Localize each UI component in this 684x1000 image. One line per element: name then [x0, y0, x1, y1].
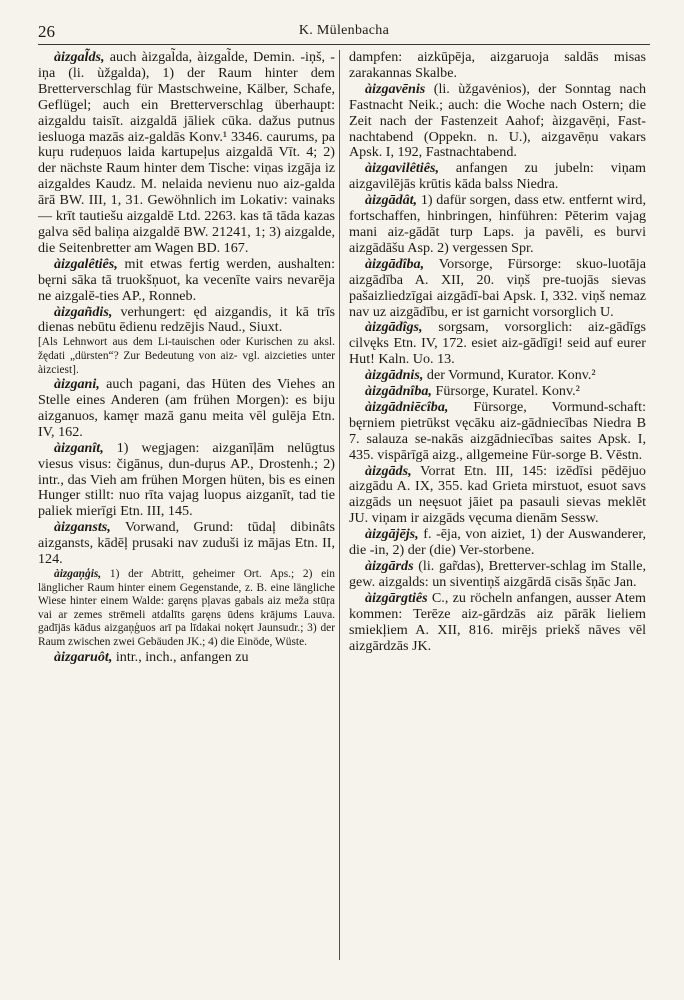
- dictionary-entry: [349, 591, 646, 655]
- left-column: [38, 50, 335, 665]
- header-rule: [38, 44, 650, 45]
- entry-headword: àizgaruôt,: [54, 648, 113, 665]
- dictionary-entry: [38, 305, 335, 337]
- running-head: K. Mülenbacha: [298, 23, 390, 38]
- entry-headword: àizgaņģis,: [54, 567, 102, 580]
- entry-text: verhungert: ęd aizgandis, it kā trīs dienas nebūtu ēdienu redzējis Naud., Siuxt.: [38, 303, 335, 336]
- entry-headword: àizgansts,: [54, 519, 111, 536]
- dictionary-entry: [38, 257, 335, 305]
- entry-headword: àizgārds: [365, 558, 414, 574]
- entry-text: Vorrat Etn. III, 145: izēdīsi pēdējuo aizgādu A. IX, 355. kad Grieta mirstuot, esuot savs aizgāds un neęsuot jāiet pa pasauli sievas meklēt JU. viņam ir aizgāds vęcuma dienām Sessw.: [349, 462, 646, 527]
- entry-headword: àizgādniēcîba,: [365, 398, 449, 415]
- entry-text: sorgsam, vorsorglich: aiz-gādīgs cilvęks Etn. IV, 172. esiet aiz-gādīgi! seid auf eurer Hut! Kaln. Uo. 13.: [349, 319, 646, 368]
- entry-text: f. -ēja, von aiziet, 1) der Auswanderer, die -in, 2) der (die) Ver-storbene.: [349, 526, 646, 559]
- entry-headword: àizgādîgs,: [365, 319, 423, 336]
- dictionary-entry: [38, 377, 335, 441]
- dictionary-entry: [38, 441, 335, 521]
- entry-headword: àizgavēnis: [365, 80, 426, 97]
- dictionary-entry: [38, 50, 335, 257]
- entry-headword: àizgavilêtiês,: [365, 160, 439, 177]
- dictionary-entry: [349, 368, 646, 384]
- entry-text: 1) der Abtritt, geheimer Ort. Aps.; 2) ein länglicher Raum hinter einem Gegenstande, z. B. eine längliche Wiese hinter einem Walde: garęns pļavas gabals aiz meža stūŗa vai ar zemes strēmeli atdalīts garęns ūdens krājums Lauva. gadījās kādus aizgaņģuos arī pa līdakai nokęrt Jaunsudr.; 3) der Raum zwischen zwei Gebäuden JK.; 4) die Einöde, Wüste.: [38, 567, 335, 648]
- entry-text: Vorsorge, Fürsorge: skuo-luotāja aizgādība A. XII, 20. viņš pre-tuojās sievas pašaizliedzīgai aizgādī-bai Apsk. I, 332. viņš nemaz nav uz aizgādību, er ist garnicht vorsorglich U.: [349, 255, 646, 320]
- entry-headword: àizgañdis,: [54, 303, 113, 320]
- entry-text: 1) wegjagen: aizganīļām nelūgtus viesus visus: čigānus, dun-duŗus AP., Drostenh.; 2) intr., das Vieh am frühen Morgen hüten, bis es einen Hunger stillt: nuo rīta vajag luopus aizganīt, tad tie paliek mierīgi Etn. III, 145.: [38, 439, 336, 520]
- dictionary-entry: [349, 320, 646, 368]
- column-divider: [339, 50, 340, 960]
- entry-text: (li. ùžgavėnios), der Sonntag nach Fastnacht Neik.; auch: die Woche nach Ostern; die Zeit nach der Fastenzeit Aahof; àizgavēņi, Fast-nachtabend (Oppekn. n. U.), aizgavēņu vakars Apsk. I, 192, Fastnachtabend.: [349, 80, 646, 161]
- entry-text: 1) dafür sorgen, dass etw. entfernt wird, fortschaffen, hinbringen, hinführen: Pēterim vajag mani aiz-gādāt turp Laps. ja pavēli, es burvi aizgādāšu Asp. 2) vergessen Spr.: [349, 192, 646, 256]
- entry-headword: àizgāds,: [365, 462, 412, 479]
- page-number: 26: [38, 22, 55, 41]
- entry-text: C., zu röcheln anfangen, ausser Atem kommen: Terēze aiz-gārdzās aiz pārāk lieliem smiekļiem A. XII, 816. mirējs priekš nāves vēl aizgārdzās JK.: [349, 589, 646, 654]
- entry-headword: àizganît,: [54, 439, 104, 456]
- dictionary-entry: [349, 257, 646, 321]
- dictionary-entry: [349, 559, 646, 591]
- dictionary-entry: [38, 520, 335, 568]
- dictionary-entry: [38, 336, 335, 377]
- entry-text: mit etwas fertig werden, aushalten: bęrni sāka tā truokšņuot, ka vecenīte vairs nevarēja ne aizgalē-ties AP., Ronneb.: [38, 255, 335, 304]
- dictionary-entry: [349, 82, 646, 162]
- entry-text: auch àizgal̃da, àizgal̃de, Demin. -iņš, -iņa (li. ùžgalda), 1) der Raum hinter dem Bretterverschlag für Mastschweine, Kälber, Schafe, Geflügel; auch ein Bretterverschlag überhaupt: aizgaldu taisīt. aizgaldā jāliek cūka. dažus putnus iesluoga mazās aiz-galdās Konv.¹ 3346. caurums, pa kuŗu rudeņuos laida kartupeļus aizgaldā Vīt. 4; 2) der nächste Raum hinter dem Tische: viņas izgāja iz aizgaldes Kaudz. M. nelaida nevienu nuo aiz-galda ārā BW. III, 1, 31. Gewöhnlich im Lokativ: vainaks — krīt tautiešu aizgaldē Ltd. 2263. kas tā tāda kazas galva sēd baliņa aizgaldē BW. 21241, 1; 3) aizgalde, die Seitenbretter am Wagen BD. 167.: [38, 49, 335, 256]
- entry-headword: àizgādnis,: [365, 367, 424, 384]
- dictionary-entry: [349, 400, 646, 464]
- dictionary-entry: [349, 161, 646, 193]
- dictionary-entry: [349, 193, 646, 257]
- entry-headword: àizgalêtiês,: [54, 255, 118, 272]
- entry-text: Fürsorge, Vormund-schaft: bęrniem pietrūkst vęcāku aiz-gādniecības Niedra B 7. salauza se-nakās aizgādniecības saites Apsk. I, 435. vispārīgā aizg., allgemeine Für-sorge B. Vēstn.: [349, 398, 646, 463]
- entry-text: Vorwand, Grund: tūdaļ dibinâts aizgansts, kādēļ prusaki nav zuduši iz mājas Etn. II, 124.: [38, 519, 335, 568]
- dictionary-entry: [349, 50, 646, 82]
- entry-headword: àizgādnîba,: [365, 383, 432, 400]
- entry-text: (li. gar̃das), Bretterver-schlag im Stalle, gew. aizgalds: un siventiņš aizgārdā cisās šņāc Jan.: [349, 558, 646, 590]
- dictionary-entry: [38, 650, 335, 666]
- entry-headword: àizgādât,: [365, 192, 418, 209]
- entry-text: Fürsorge, Kuratel. Konv.²: [435, 383, 580, 400]
- dictionary-entry: [349, 464, 646, 528]
- entry-text: anfangen zu jubeln: viņam aizgavilējās krūtis kāda balss Niedra.: [349, 160, 646, 193]
- entry-headword: àizgal̃ds,: [54, 49, 105, 65]
- entry-text: auch pagani, das Hüten des Viehes an Stelle eines Anderen (am frühen Morgen): es biju aizganuos, kamęr mazā ganu meita vēl gulēja Etn. IV, 162.: [38, 376, 335, 440]
- entry-text: der Vormund, Kurator. Konv.²: [426, 367, 596, 384]
- entry-text: [Als Lehnwort aus dem Li-tauischen oder Kurischen zu aksl. žędati „dürsten“? Zur Bedeutung von aiz- vgl. aizcieties unter àizciest].: [38, 336, 335, 376]
- dictionary-entry: [38, 568, 335, 650]
- right-column: [349, 50, 646, 654]
- dictionary-entry: [349, 527, 646, 559]
- page-header: [38, 20, 650, 44]
- entry-headword: àizgādîba,: [365, 255, 425, 272]
- entry-text: dampfen: aizkūpēja, aizgaruoja saldās misas zarakannas Skalbe.: [349, 49, 646, 81]
- entry-headword: àizgājējs,: [365, 526, 419, 543]
- entry-text: intr., inch., anfangen zu: [115, 648, 249, 665]
- entry-headword: àizgārgtiês: [365, 589, 428, 606]
- entry-headword: àizgani,: [54, 376, 100, 393]
- dictionary-entry: [349, 384, 646, 400]
